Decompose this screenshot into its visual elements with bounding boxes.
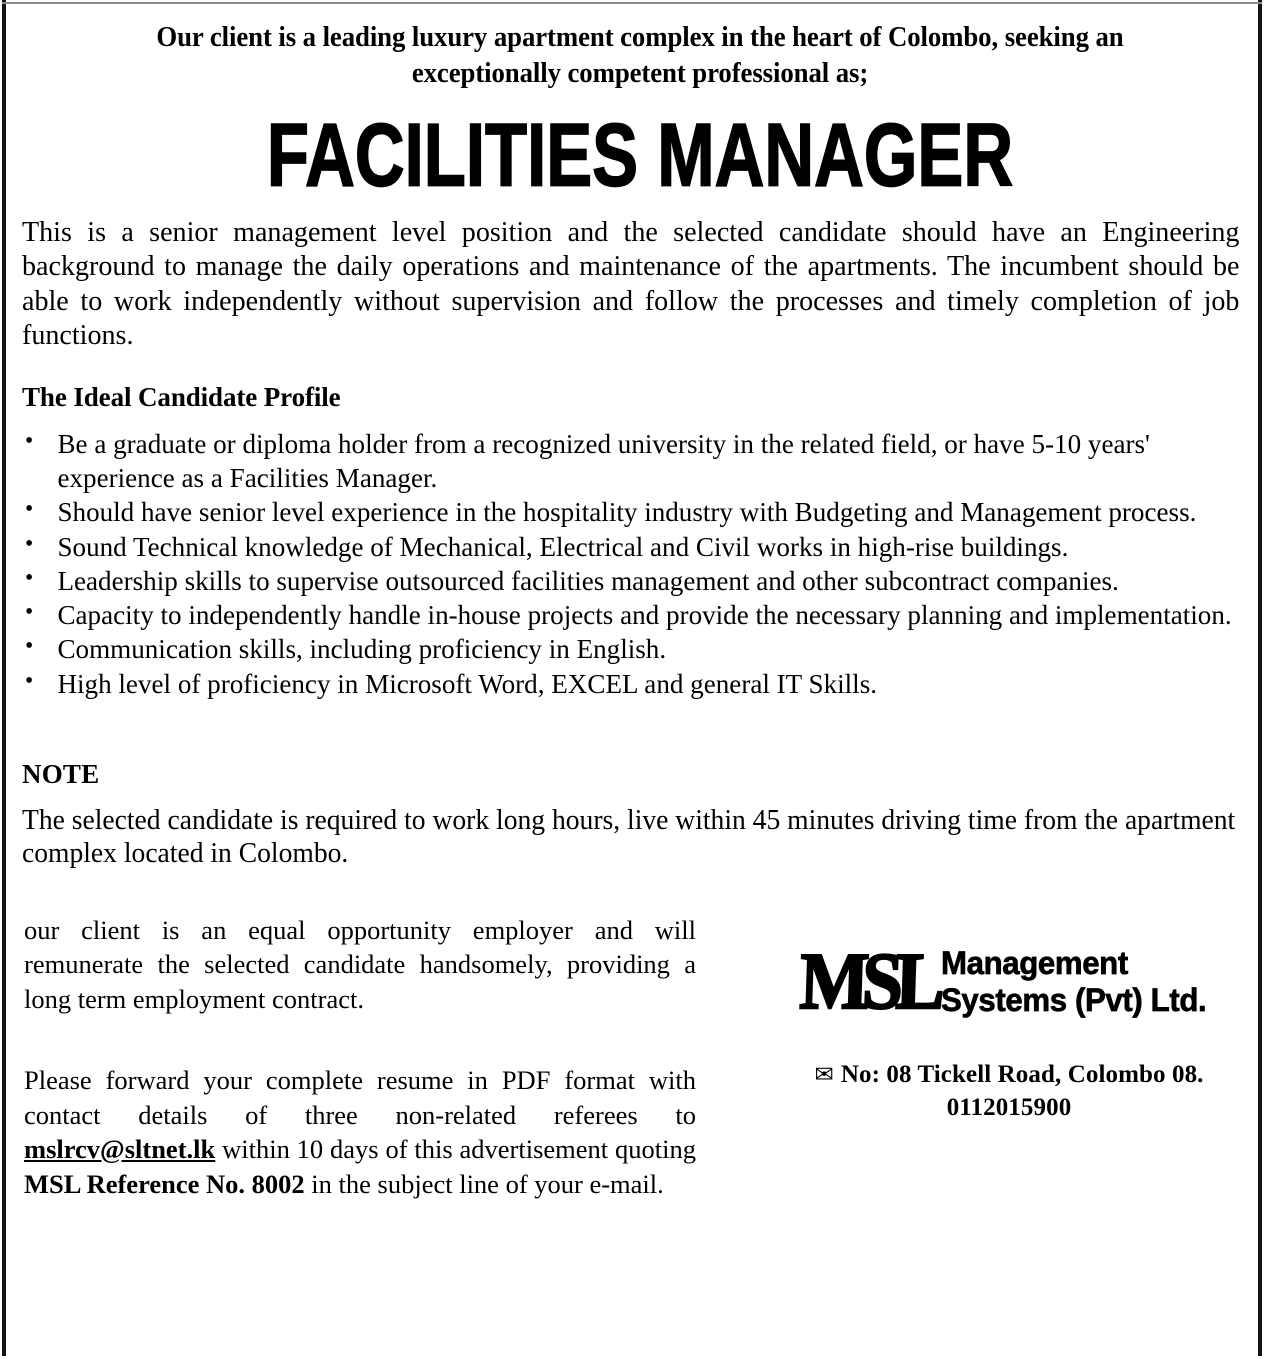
apply-text-part-3: in the subject line of your e-mail.	[304, 1168, 664, 1199]
list-item: • Leadership skills to supervise outsourced facilities management and other subcontract companies.	[22, 564, 1239, 598]
company-name	[941, 945, 1206, 1018]
list-item: • Capacity to independently handle in-house projects and provide the necessary planning and implementation.	[22, 598, 1239, 632]
equal-opportunity-paragraph: our client is an equal opportunity employer and will remunerate the selected candidate handsomely, providing a long term employment contract.	[24, 914, 696, 1014]
job-summary-paragraph: This is a senior management level position and the selected candidate should have an Engineering background to manage the daily operations and maintenance of the apartments. The incumbent should be able to work independently without supervision and follow the processes and timely completion of job functions.	[22, 216, 1240, 352]
intro-text	[59, 0, 1221, 93]
apply-text-part-2: within 10 days of this advertisement quoting	[215, 1134, 696, 1165]
advertisement-content	[22, 0, 1258, 1243]
company-phone: 0112015900	[946, 1094, 1072, 1122]
company-logo	[762, 936, 1256, 1027]
company-address: No: 08 Tickell Road, Colombo 08.	[840, 1061, 1204, 1089]
page-border-left	[2, 0, 6, 1356]
note-paragraph: The selected candidate is required to work long hours, live within 45 minutes driving time from the apartment complex located in Colombo.	[22, 804, 1236, 870]
msl-reference-number: MSL Reference No. 8002	[24, 1168, 305, 1199]
application-instructions	[24, 1063, 696, 1201]
company-address-block	[762, 1058, 1256, 1124]
envelope-icon: ✉	[814, 1062, 834, 1088]
page-border-right	[1258, 0, 1262, 1356]
note-heading: NOTE	[22, 758, 100, 789]
footer-left-column	[24, 913, 696, 1201]
footer-right-column	[762, 913, 1256, 1124]
application-email-link[interactable]: mslrcv@sltnet.lk	[24, 1134, 216, 1165]
list-item: • High level of proficiency in Microsoft Word, EXCEL and general IT Skills.	[22, 667, 1239, 701]
list-item: • Sound Technical knowledge of Mechanical, Electrical and Civil works in high-rise buildings.	[22, 530, 1239, 564]
list-item: • Should have senior level experience in the hospitality industry with Budgeting and Management process.	[22, 495, 1239, 529]
footer-section	[22, 913, 1258, 1243]
company-name-line-1: Management	[941, 944, 1129, 981]
candidate-profile-heading: The Ideal Candidate Profile	[22, 381, 341, 412]
company-name-line-2: Systems (Pvt) Ltd.	[941, 981, 1207, 1018]
intro-line-1: Our client is a leading luxury apartment complex in the heart of Colombo, seeking an	[156, 22, 1124, 53]
intro-line-2: exceptionally competent professional as;	[411, 58, 869, 90]
page-title: FACILITIES MANAGER	[266, 104, 1014, 205]
list-item: • Be a graduate or diploma holder from a recognized university in the related field, or have 5-10 years' experience as a Facilities Manager.	[22, 427, 1239, 495]
candidate-profile-list	[22, 427, 1258, 701]
list-item: • Communication skills, including proficiency in English.	[22, 632, 1239, 666]
apply-text-part-1: Please forward your complete resume in PDF format with contact details of three non-related referees to	[24, 1065, 696, 1130]
msl-logo-mark: MSL	[798, 936, 940, 1027]
